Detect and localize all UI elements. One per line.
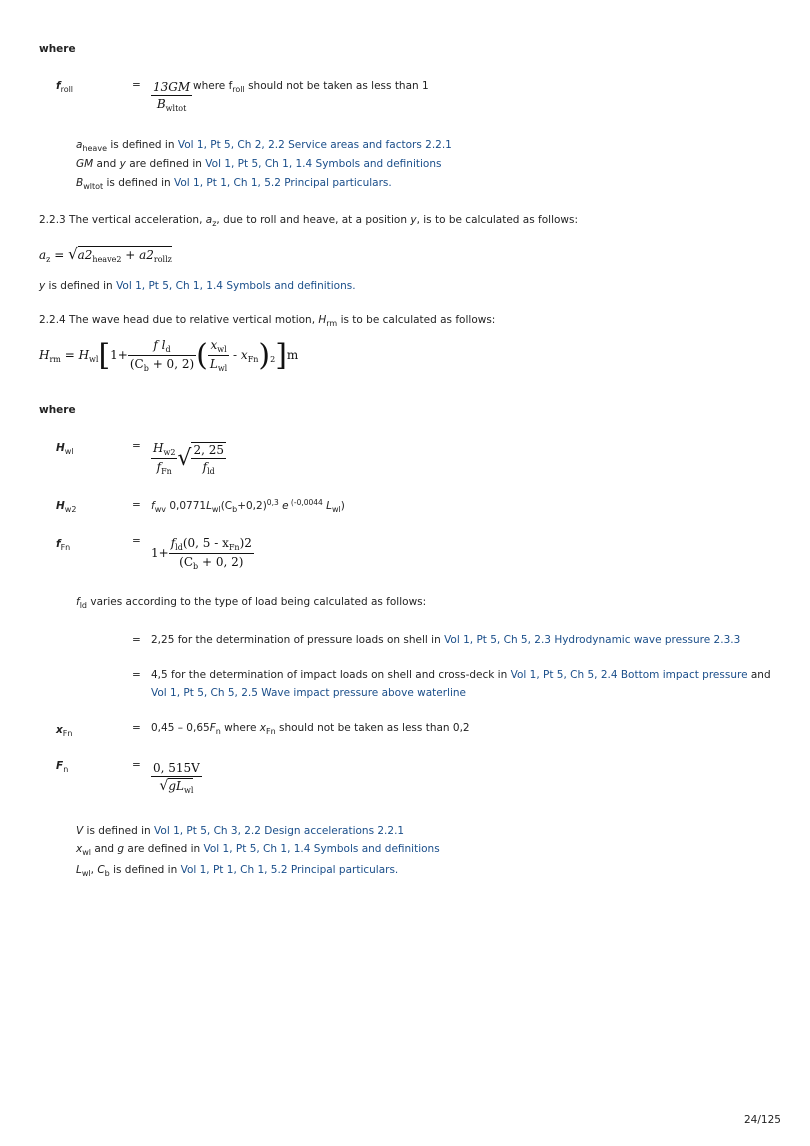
ffn-symbol: $f_{Fn}$	[56, 538, 71, 552]
def-y: y is defined in Vol 1, Pt 5, Ch 1, 1.4 Symbols and definitions.	[39, 280, 356, 292]
fn-equals: =	[132, 759, 141, 771]
xfn-formula: $0,45 - 0,65F_n$ where $x_{Fn}$ should not be taken as less than 0,2	[151, 722, 470, 736]
hw2-formula: $f_{wv}$ $0,0771L_{wl}(C_b+0,2)^{0,3}$ e $^{(-0,0044}$ $L_{wl}$)	[151, 498, 345, 514]
def-xwl-g: $x_{wl}$ and g are defined in Vol 1, Pt 5, Ch 1, 1.4 Symbols and definitions	[76, 843, 440, 857]
froll-fraction: $\frac{13GM}{B_{wltot}}$	[153, 80, 191, 113]
ffn-equals: =	[132, 535, 141, 547]
para-2-2-4: 2.2.4 The wave head due to relative vertical motion, $H_{rm}$ is to be calculated as follows:	[39, 314, 496, 328]
para-2-2-3: 2.2.3 The vertical acceleration, $a_z$, due to roll and heave, at a position y, is to be calculated as follows:	[39, 214, 579, 228]
link-principal-particulars-1[interactable]: Vol 1, Pt 1, Ch 1, 5.2 Principal particulars.	[174, 177, 392, 189]
hw2-symbol: $H_{w2}$	[56, 500, 77, 514]
froll-equals: =	[132, 79, 141, 91]
fld-case2-line1: 4,5 for the determination of impact loads on shell and cross-deck in Vol 1, Pt 5, Ch 5, 2.4 Bottom impact pressure and	[151, 669, 771, 681]
fld-case1: 2,25 for the determination of pressure loads on shell in Vol 1, Pt 5, Ch 5, 2.3 Hydrodynamic wave pressure 2.3.3	[151, 634, 741, 646]
def-bwltot: $B_{wltot}$ is defined in Vol 1, Pt 1, Ch 1, 5.2 Principal particulars.	[76, 177, 392, 191]
page-number: 24/125	[744, 1114, 781, 1126]
def-gm-y: GM and y are defined in Vol 1, Pt 5, Ch 1, 1.4 Symbols and definitions	[76, 158, 442, 170]
fn-formula: $\frac{0, 515V}{√gL_{wl}}$	[153, 761, 200, 795]
where-label-2: where	[39, 404, 76, 416]
hwl-equals: =	[132, 440, 141, 452]
hrm-formula: $H_{rm} = H_{wl}[1+$ $\frac{f l_d}{(C_b + 0, 2)}$ ( $\frac{x_{wl}}{L_{wl}}$ - $x_{Fn})_2]m$	[39, 338, 299, 373]
froll-note: where $f_{roll}$ should not be taken as less than 1	[193, 80, 429, 94]
def-aheave: $a_{heave}$ is defined in Vol 1, Pt 5, Ch 2, 2.2 Service areas and factors 2.2.1	[76, 139, 452, 153]
link-principal-particulars-2[interactable]: Vol 1, Pt 1, Ch 1, 5.2 Principal particulars.	[180, 864, 399, 876]
link-symbols-definitions-3[interactable]: Vol 1, Pt 5, Ch 1, 1.4 Symbols and definitions	[203, 843, 440, 855]
def-v: V is defined in Vol 1, Pt 5, Ch 3, 2.2 Design accelerations 2.2.1	[76, 825, 405, 837]
link-service-areas[interactable]: Vol 1, Pt 5, Ch 2, 2.2 Service areas and factors 2.2.1	[177, 139, 452, 151]
link-hydrodynamic-wave-pressure[interactable]: Vol 1, Pt 5, Ch 5, 2.3 Hydrodynamic wave pressure 2.3.3	[444, 634, 741, 646]
fld-intro: $f_{ld}$ varies according to the type of load being calculated as follows:	[76, 596, 427, 610]
link-design-accelerations[interactable]: Vol 1, Pt 5, Ch 3, 2.2 Design accelerations 2.2.1	[154, 825, 405, 837]
where-label-1: where	[39, 43, 76, 55]
link-symbols-definitions-1[interactable]: Vol 1, Pt 5, Ch 1, 1.4 Symbols and definitions	[205, 158, 442, 170]
def-lwl-cb: $L_{wl}$, $C_b$ is defined in Vol 1, Pt 1, Ch 1, 5.2 Principal particulars.	[76, 864, 399, 878]
fld-case1-equals: =	[132, 634, 141, 646]
hwl-symbol: $H_{wl}$	[56, 442, 74, 456]
ffn-formula: 1+ $\frac{f_{ld}(0, 5 - x_{Fn})2}{(C_b + 0, 2)}$	[151, 536, 252, 571]
xfn-equals: =	[132, 722, 141, 734]
fld-case2-line2	[151, 687, 466, 699]
link-wave-impact-pressure[interactable]: Vol 1, Pt 5, Ch 5, 2.5 Wave impact pressure above waterline	[151, 687, 466, 699]
link-symbols-definitions-2[interactable]: Vol 1, Pt 5, Ch 1, 1.4 Symbols and definitions.	[116, 280, 356, 292]
az-formula: $a_z = √a2_{heave2} + a2_{rollz}$	[39, 245, 172, 264]
link-bottom-impact-pressure[interactable]: Vol 1, Pt 5, Ch 5, 2.4 Bottom impact pressure	[510, 669, 748, 681]
fld-case2-equals: =	[132, 669, 141, 681]
hw2-equals: =	[132, 499, 141, 511]
froll-symbol: $f_{roll}$	[56, 80, 74, 94]
xfn-symbol: $x_{Fn}$	[56, 724, 73, 738]
fn-symbol: $F_n$	[56, 760, 69, 774]
hwl-formula: $\frac{H_{w2}}{f_{Fn}}$ √ $\frac{2, 25}{f_{ld}}$	[153, 441, 224, 476]
